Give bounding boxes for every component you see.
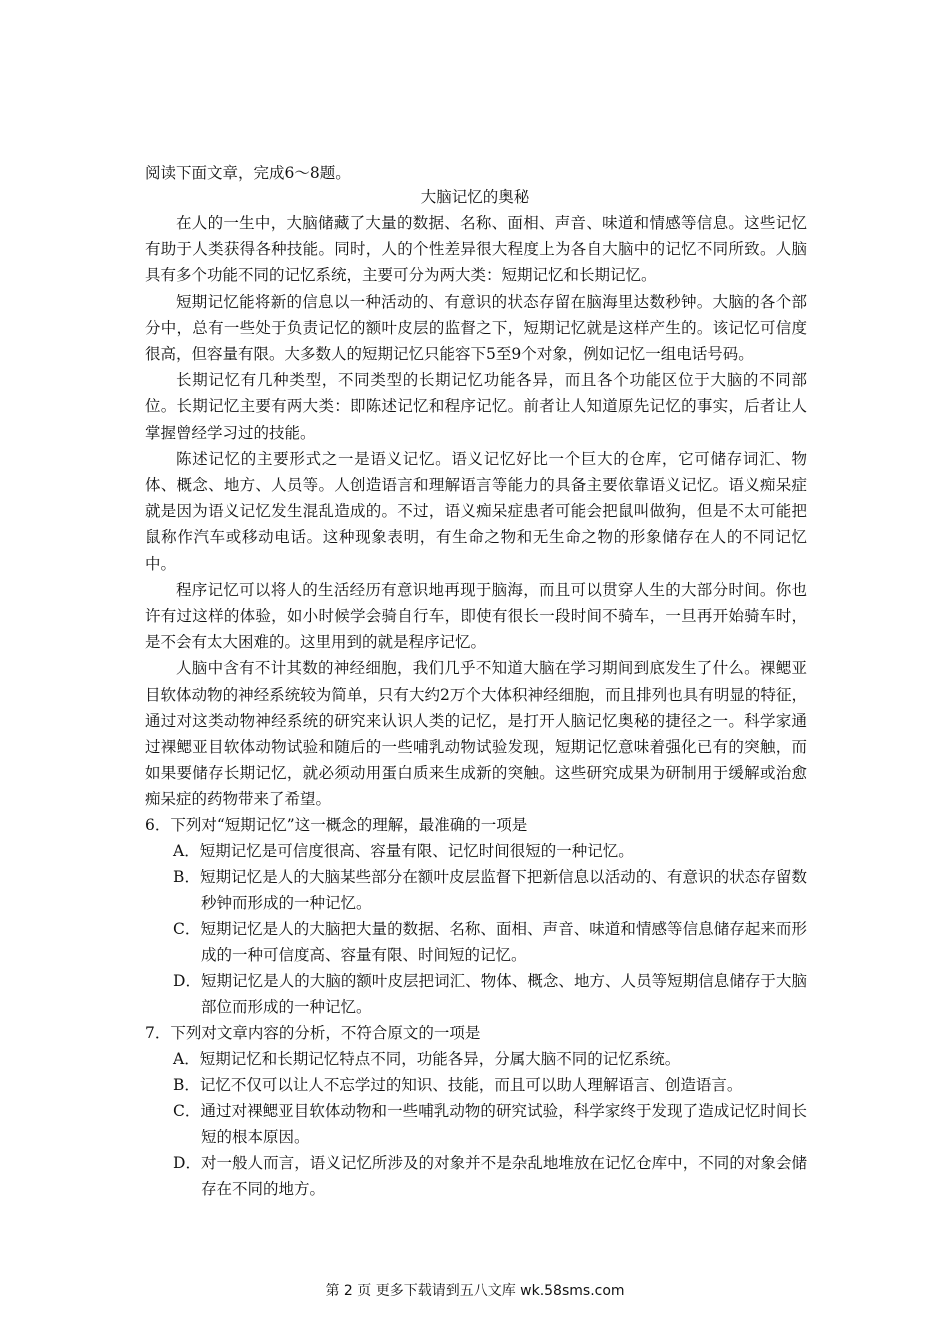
article-paragraph: 陈述记忆的主要形式之一是语义记忆。语义记忆好比一个巨大的仓库，它可储存词汇、物体、概念、地方、人员等。人创造语言和理解语言等能力的具备主要依靠语义记忆。语义痴呆症就是因为语义记忆发生混乱造成的。不过，语义痴呆症患者可能会把鼠叫做狗，但是不太可能把鼠称作汽车或移动电话。这种现象表明，有生命之物和无生命之物的形象储存在人的不同记忆中。 bbox=[145, 449, 807, 573]
question-7 bbox=[145, 1020, 807, 1202]
answer-option-d: D．短期记忆是人的大脑的额叶皮层把词汇、物体、概念、地方、人员等短期信息储存于大脑部位而形成的一种记忆。 bbox=[173, 972, 807, 1016]
answer-option-d: D．对一般人而言，语义记忆所涉及的对象并不是杂乱地堆放在记忆仓库中，不同的对象会储存在不同的地方。 bbox=[173, 1154, 807, 1198]
question-stem: 6．下列对“短期记忆”这一概念的理解，最准确的一项是 bbox=[145, 816, 528, 834]
question-list bbox=[145, 812, 807, 1202]
article-paragraph: 程序记忆可以将人的生活经历有意识地再现于脑海，而且可以贯穿人生的大部分时间。你也许有过这样的体验，如小时候学会骑自行车，即使有很长一段时间不骑车，一旦再开始骑车时，是不会有太大困难的。这里用到的就是程序记忆。 bbox=[145, 580, 807, 652]
question-6 bbox=[145, 812, 807, 1020]
article-paragraph: 在人的一生中，大脑储藏了大量的数据、名称、面相、声音、味道和情感等信息。这些记忆有助于人类获得各种技能。同时，人的个性差异很大程度上为各自大脑中的记忆不同所致。人脑具有多个功能不同的记忆系统，主要可分为两大类：短期记忆和长期记忆。 bbox=[145, 214, 807, 285]
article-paragraph: 长期记忆有几种类型，不同类型的长期记忆功能各异，而且各个功能区位于大脑的不同部位。长期记忆主要有两大类：即陈述记忆和程序记忆。前者让人知道原先记忆的事实，后者让人掌握曾经学习过的技能。 bbox=[145, 371, 807, 442]
answer-option-b: B．短期记忆是人的大脑某些部分在额叶皮层监督下把新信息以活动的、有意识的状态存留数秒钟而形成的一种记忆。 bbox=[173, 868, 807, 912]
answer-option-b: B．记忆不仅可以让人不忘学过的知识、技能，而且可以助人理解语言、创造语言。 bbox=[173, 1076, 743, 1094]
page-footer: 第 2 页 更多下载请到五八文库 wk.58sms.com bbox=[325, 1283, 625, 1299]
answer-option-c: C．短期记忆是人的大脑把大量的数据、名称、面相、声音、味道和情感等信息储存起来而形成的一种可信度高、容量有限、时间短的记忆。 bbox=[173, 920, 807, 964]
article-title: 大脑记忆的奥秘 bbox=[420, 188, 530, 206]
article-paragraph: 人脑中含有不计其数的神经细胞，我们几乎不知道大脑在学习期间到底发生了什么。裸鳃亚目软体动物的神经系统较为简单，只有大约2万个大体积神经细胞，而且排列也具有明显的特征，通过对这类动物神经系统的研究来认识人类的记忆，是打开人脑记忆奥秘的捷径之一。科学家通过裸鳃亚目软体动物试验和随后的一些哺乳动物试验发现，短期记忆意味着强化已有的突触，而如果要储存长期记忆，就必须动用蛋白质来生成新的突触。这些研究成果为研制用于缓解或治愈痴呆症的药物带来了希望。 bbox=[145, 659, 807, 809]
answer-option-c: C．通过对裸鳃亚目软体动物和一些哺乳动物的研究试验，科学家终于发现了造成记忆时间长短的根本原因。 bbox=[173, 1102, 807, 1146]
article-paragraph: 短期记忆能将新的信息以一种活动的、有意识的状态存留在脑海里达数秒钟。大脑的各个部分中，总有一些处于负责记忆的额叶皮层的监督之下，短期记忆就是这样产生的。该记忆可信度很高，但容量有限。大多数人的短期记忆只能容下5至9个对象，例如记忆一组电话号码。 bbox=[145, 292, 807, 364]
reading-instruction: 阅读下面文章，完成6～8题。 bbox=[145, 164, 351, 182]
article-body bbox=[145, 210, 807, 813]
answer-option-a: A．短期记忆和长期记忆特点不同，功能各异，分属大脑不同的记忆系统。 bbox=[173, 1050, 681, 1068]
question-stem: 7．下列对文章内容的分析，不符合原文的一项是 bbox=[145, 1024, 481, 1042]
answer-option-a: A．短期记忆是可信度很高、容量有限、记忆时间很短的一种记忆。 bbox=[173, 842, 634, 860]
